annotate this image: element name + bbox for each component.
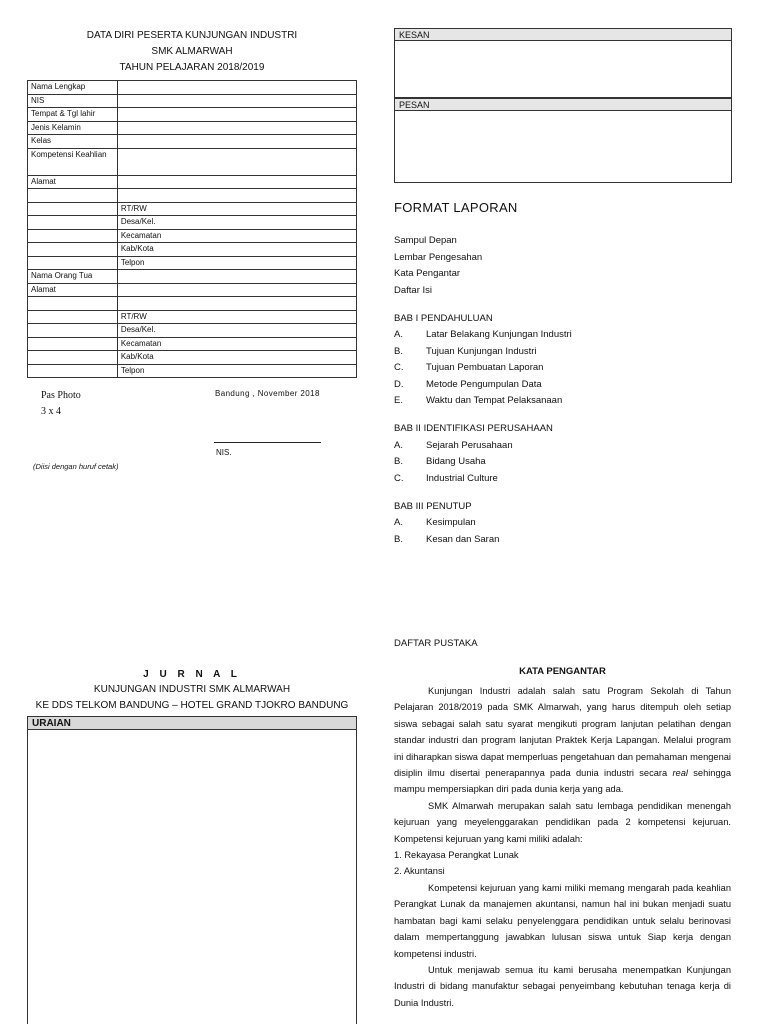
form-title-2: SMK ALMARWAH (151, 46, 233, 57)
table-row (28, 216, 357, 230)
table-row (28, 324, 357, 338)
paragraph-4: Untuk menjawab semua itu kami berusaha menempatkan Kunjungan Industri di bidang manufaktur sebagai penyeimbang kebutuhan tenaga kerja di Dunia Industri. (394, 964, 731, 1008)
table-row (28, 243, 357, 257)
bab-title: BAB III PENUTUP (394, 501, 472, 513)
field-value (117, 135, 356, 149)
table-row (28, 94, 357, 108)
field-label: Tempat & Tgl lahir (28, 108, 118, 122)
field-label: Alamat (28, 283, 118, 297)
table-row (28, 351, 357, 365)
bab-title: BAB I PENDAHULUAN (394, 313, 493, 324)
uraian-header: URAIAN (27, 716, 357, 730)
front-item: Lembar Pengesahan (394, 251, 483, 263)
bab-item-letter: D. (394, 378, 404, 390)
field-value (117, 270, 356, 284)
bab-sections (394, 311, 732, 548)
format-laporan-title: FORMAT LAPORAN (394, 200, 518, 215)
bab-item-text: Waktu dan Tempat Pelaksanaan (426, 395, 563, 407)
table-row (28, 229, 357, 243)
field-value (117, 121, 356, 135)
paragraph-3: Kompetensi kejuruan yang kami miliki memang mengarah pada keahlian Perangkat Lunak da manajemen akuntansi, namun hal ini bukan menjadi suatu hambatan bagi kami selaku penyelenggara pendidikan untuk selalu berinovasi dalam mempertanggung jawabkan lulusan siswa untuk Siap kerja dengan kompetensi industri. (394, 882, 731, 959)
field-value: Desa/Kel. (117, 324, 356, 338)
bab-item-letter: C. (394, 472, 404, 484)
field-label (28, 189, 118, 203)
table-row (28, 337, 357, 351)
bab-item (394, 344, 732, 360)
bab-item-letter: E. (394, 395, 403, 407)
field-value (117, 81, 356, 95)
bab-item-text: Latar Belakang Kunjungan Industri (426, 329, 572, 341)
bab-section (394, 311, 732, 409)
front-item: Daftar Isi (394, 284, 433, 296)
print-note: (Diisi dengan huruf cetak) (33, 462, 119, 471)
front-item: Sampul Depan (394, 235, 457, 246)
paragraph-1: Kunjungan Industri adalah salah satu Program Sekolah di Tahun Pelajaran 2018/2019 pada SMK Almarwah, yang harus ditempuh oleh setiap siswa sebagai salah satu syarat mengikuti program lanjutan pelatihan dengan standar industri dan program lanjutan Praktek Kerja Lapangan. Melalui program ini diharapkan siswa dapat memperluas pengetahuan dan pemahaman mengenai disiplin ilmu disertai penerapannya pada dunia industri secara real sehingga mampu mempersiapkan diri pada dunia kerja yang ada. (394, 686, 731, 795)
field-value: Kab/Kota (117, 243, 356, 257)
pas-photo-placeholder (27, 388, 81, 420)
right-column (394, 28, 732, 548)
field-value: Kecamatan (117, 337, 356, 351)
field-label (28, 216, 118, 230)
bab-item-letter: B. (394, 533, 403, 545)
field-label: NIS (28, 94, 118, 108)
table-row (28, 81, 357, 95)
list-item: 2. Akuntansi (394, 866, 445, 877)
field-label (28, 243, 118, 257)
field-value: Kab/Kota (117, 351, 356, 365)
bab-item (394, 377, 732, 393)
field-label: Kelas (28, 135, 118, 149)
field-label (28, 324, 118, 338)
table-row (28, 364, 357, 378)
biodata-form (27, 28, 357, 378)
front-item: Kata Pengantar (394, 268, 461, 279)
field-value (117, 175, 356, 189)
bab-item (394, 454, 732, 470)
bab-item-letter: A. (394, 517, 403, 529)
field-label (28, 310, 118, 324)
jurnal-title: J U R N A L (143, 669, 241, 680)
field-value (117, 297, 356, 311)
field-value (117, 148, 356, 175)
field-label (28, 256, 118, 270)
kata-pengantar-title: KATA PENGANTAR (519, 666, 606, 677)
table-row (28, 283, 357, 297)
bab-item-text: Tujuan Kunjungan Industri (426, 345, 537, 357)
uraian-box (27, 730, 357, 1024)
table-row (28, 108, 357, 122)
bab-item (394, 360, 732, 376)
field-value: Kecamatan (117, 229, 356, 243)
signature-line (214, 442, 321, 443)
kata-pengantar (394, 666, 731, 1011)
bab-item-letter: A. (394, 329, 403, 341)
field-value: Telpon (117, 364, 356, 378)
kesan-box (394, 41, 732, 98)
field-label: Alamat (28, 175, 118, 189)
paragraph-2: SMK Almarwah merupakan salah satu lembaga pendidikan menengah kejuruan yang meyelenggarakan pendidikan pada 2 kompetensi kejuruan. Kompetensi kejuruan yang kami miliki adalah: (394, 800, 731, 844)
table-row (28, 135, 357, 149)
field-label: Kompetensi Keahlian (28, 148, 118, 175)
field-value: RT/RW (117, 310, 356, 324)
bab-item-text: Kesan dan Saran (426, 533, 500, 545)
front-matter-list (394, 233, 732, 299)
daftar-pustaka: DAFTAR PUSTAKA (394, 638, 478, 649)
list-item: 1. Rekayasa Perangkat Lunak (394, 850, 519, 861)
bab-item-text: Tujuan Pembuatan Laporan (426, 362, 544, 374)
bab-item-letter: C. (394, 362, 404, 374)
bab-item-letter: B. (394, 345, 403, 357)
place-date: Bandung , November 2018 (215, 389, 320, 398)
field-label (28, 297, 118, 311)
bab-item-text: Industrial Culture (426, 472, 498, 484)
table-row (28, 270, 357, 284)
form-title-1: DATA DIRI PESERTA KUNJUNGAN INDUSTRI (86, 30, 298, 41)
field-value (117, 189, 356, 203)
bab-item-text: Kesimpulan (426, 517, 476, 529)
field-value (117, 108, 356, 122)
biodata-table (27, 80, 357, 378)
jurnal-section (27, 667, 357, 1024)
field-label (28, 202, 118, 216)
bab-item-letter: A. (394, 439, 403, 451)
table-row (28, 256, 357, 270)
pas-photo-size: 3 x 4 (41, 406, 61, 417)
jurnal-destination: KE DDS TELKOM BANDUNG – HOTEL GRAND TJOKRO BANDUNG (35, 700, 349, 711)
bab-item (394, 393, 732, 409)
bab-title: BAB II IDENTIFIKASI PERUSAHAAN (394, 423, 553, 435)
table-row (28, 175, 357, 189)
bab-item (394, 471, 732, 487)
bab-item (394, 327, 732, 343)
bab-section (394, 499, 732, 548)
table-row (28, 121, 357, 135)
field-value: Desa/Kel. (117, 216, 356, 230)
table-row (28, 297, 357, 311)
table-row (28, 310, 357, 324)
form-title-3: TAHUN PELAJARAN 2018/2019 (119, 62, 265, 73)
field-label (28, 351, 118, 365)
bab-item-text: Bidang Usaha (426, 456, 486, 468)
bab-item (394, 532, 732, 548)
field-value: RT/RW (117, 202, 356, 216)
table-row (28, 189, 357, 203)
field-label: Nama Orang Tua (28, 270, 118, 284)
pesan-box (394, 111, 732, 183)
table-row (28, 202, 357, 216)
bab-item (394, 438, 732, 454)
pas-photo-label: Pas Photo (41, 390, 81, 401)
bab-item-letter: B. (394, 456, 403, 468)
field-label: Nama Lengkap (28, 81, 118, 95)
bab-item (394, 515, 732, 531)
field-label: Jenis Kelamin (28, 121, 118, 135)
field-value (117, 283, 356, 297)
bab-item-text: Sejarah Perusahaan (426, 439, 513, 451)
table-row (28, 148, 357, 175)
bab-section (394, 421, 732, 487)
pesan-header: PESAN (394, 98, 732, 111)
field-value (117, 94, 356, 108)
jurnal-subtitle: KUNJUNGAN INDUSTRI SMK ALMARWAH (93, 684, 291, 695)
field-value: Telpon (117, 256, 356, 270)
field-label (28, 364, 118, 378)
bab-item-text: Metode Pengumpulan Data (426, 378, 542, 390)
field-label (28, 337, 118, 351)
nis-label: NIS. (216, 448, 232, 457)
kesan-header: KESAN (394, 28, 732, 41)
field-label (28, 229, 118, 243)
